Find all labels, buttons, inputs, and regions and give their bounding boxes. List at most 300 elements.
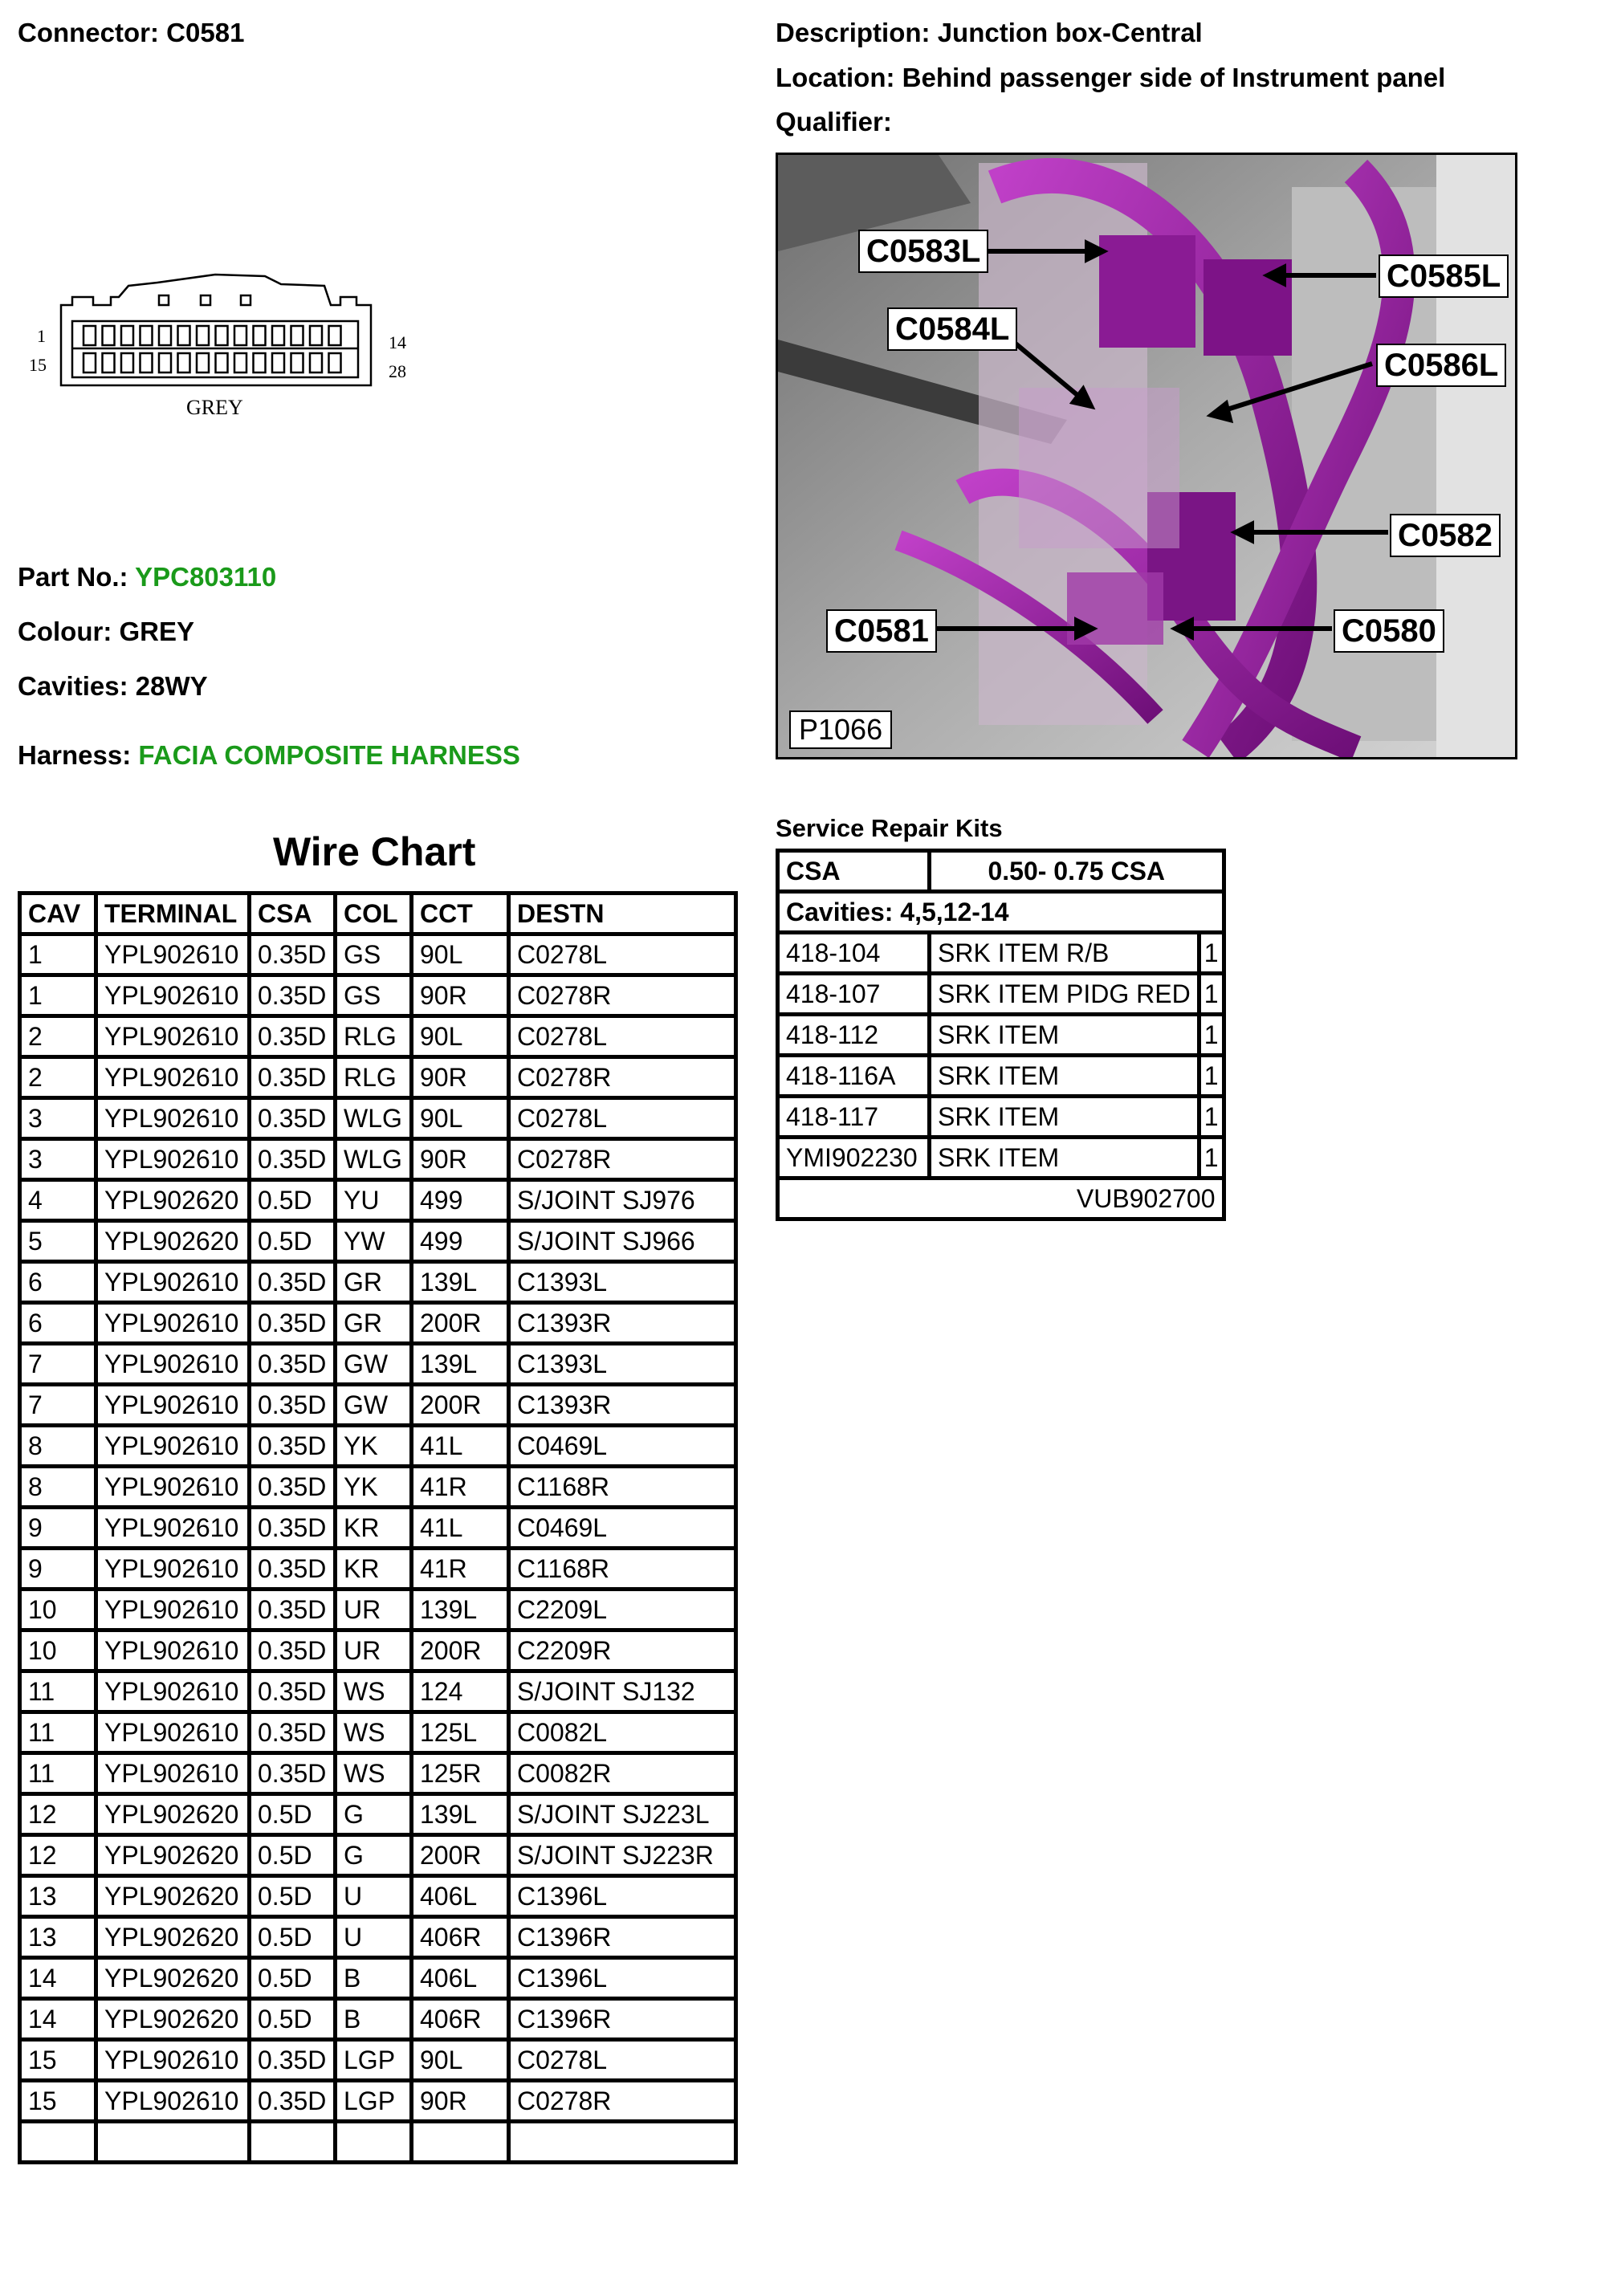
cavities-value: 28WY	[135, 671, 208, 701]
wire-cell-destn: C0278R	[509, 1057, 736, 1098]
kits-number-row	[778, 1179, 1224, 1219]
connector-label: Connector:	[18, 18, 159, 47]
wire-cell-col: WS	[336, 1671, 412, 1712]
service-kits-title: Service Repair Kits	[776, 814, 1003, 842]
wire-cell-cct: 406R	[412, 1917, 509, 1958]
wire-cell-destn: C1396R	[509, 1917, 736, 1958]
wire-cell-col: KR	[336, 1508, 412, 1549]
wire-cell-csa: 0.35D	[250, 1753, 336, 1794]
pin-cavity	[141, 326, 153, 345]
wire-row	[20, 1467, 736, 1508]
wire-cell-cct: 90R	[412, 2081, 509, 2122]
wire-cell-cav: 14	[20, 1999, 96, 2040]
wire-row	[20, 1139, 736, 1180]
wire-row	[20, 1630, 736, 1671]
wire-cell-cav: 15	[20, 2040, 96, 2081]
kit-description: SRK ITEM	[930, 1056, 1199, 1097]
kit-part-no: 418-107	[778, 974, 930, 1015]
qualifier-line	[776, 107, 892, 137]
colour-line	[18, 617, 194, 647]
wire-cell-cav: 3	[20, 1098, 96, 1139]
pin-cavity	[272, 353, 284, 372]
wire-cell-cct: 406L	[412, 1876, 509, 1917]
wire-row	[20, 1262, 736, 1303]
wire-row	[20, 1917, 736, 1958]
wire-cell-terminal: YPL902610	[96, 1016, 250, 1057]
wire-cell-terminal	[96, 2122, 250, 2163]
pin-cavity	[83, 326, 96, 345]
wire-cell-csa: 0.5D	[250, 1835, 336, 1876]
wire-cell-cct: 125L	[412, 1712, 509, 1753]
wire-cell-col: GS	[336, 975, 412, 1016]
col-header-csa: CSA	[250, 894, 336, 934]
wire-cell-destn: C0278R	[509, 1139, 736, 1180]
wire-cell-col: GW	[336, 1344, 412, 1385]
wire-row	[20, 1180, 736, 1221]
wire-cell-cav: 12	[20, 1794, 96, 1835]
wire-cell-cav: 13	[20, 1876, 96, 1917]
wire-cell-cct	[412, 2122, 509, 2163]
wire-cell-terminal: YPL902610	[96, 1712, 250, 1753]
wire-cell-col	[336, 2122, 412, 2163]
wire-cell-csa: 0.35D	[250, 1098, 336, 1139]
wire-row	[20, 1958, 736, 1999]
wire-cell-cct: 90L	[412, 934, 509, 975]
colour-value: GREY	[119, 617, 195, 646]
part-no-line	[18, 562, 276, 592]
connector-value: C0581	[166, 18, 245, 47]
wire-cell-destn: C1393L	[509, 1262, 736, 1303]
wire-cell-cct: 200R	[412, 1630, 509, 1671]
wire-cell-col: LGP	[336, 2081, 412, 2122]
wire-cell-csa: 0.35D	[250, 934, 336, 975]
kit-description: SRK ITEM	[930, 1015, 1199, 1056]
wire-cell-cct: 139L	[412, 1262, 509, 1303]
wire-cell-cav: 12	[20, 1835, 96, 1876]
wire-cell-destn: C1396L	[509, 1958, 736, 1999]
pin-cavity	[254, 353, 266, 372]
wire-row	[20, 934, 736, 975]
wire-row	[20, 1426, 736, 1467]
wire-cell-terminal: YPL902620	[96, 1876, 250, 1917]
wire-cell-terminal: YPL902620	[96, 1999, 250, 2040]
wire-cell-cct: 90L	[412, 2040, 509, 2081]
wire-cell-terminal: YPL902620	[96, 1221, 250, 1262]
connector-colour-caption: GREY	[186, 396, 243, 419]
wire-cell-col: WLG	[336, 1139, 412, 1180]
wire-row	[20, 975, 736, 1016]
wire-cell-csa: 0.5D	[250, 1917, 336, 1958]
wire-cell-col: YW	[336, 1221, 412, 1262]
kit-part-no: 418-116A	[778, 1056, 930, 1097]
kit-qty: 1	[1199, 974, 1224, 1015]
wire-cell-destn: C0469L	[509, 1508, 736, 1549]
kit-description: SRK ITEM PIDG RED	[930, 974, 1199, 1015]
pin-cavity	[103, 353, 115, 372]
wire-cell-col: B	[336, 1999, 412, 2040]
wire-cell-col: G	[336, 1794, 412, 1835]
wire-cell-cct: 41L	[412, 1508, 509, 1549]
wire-cell-cav: 10	[20, 1590, 96, 1630]
pin-cavity	[103, 326, 115, 345]
kit-qty: 1	[1199, 933, 1224, 974]
wire-chart-table	[18, 891, 738, 2164]
wire-cell-cav: 1	[20, 934, 96, 975]
wire-cell-csa: 0.35D	[250, 1508, 336, 1549]
wire-cell-destn: S/JOINT SJ223L	[509, 1794, 736, 1835]
wire-cell-cav: 6	[20, 1262, 96, 1303]
wire-cell-destn: C2209R	[509, 1630, 736, 1671]
part-no-label: Part No.:	[18, 562, 128, 592]
wire-cell-cav: 8	[20, 1426, 96, 1467]
wire-cell-cav: 11	[20, 1671, 96, 1712]
kit-qty: 1	[1199, 1015, 1224, 1056]
pin-1-label: 1	[37, 326, 46, 346]
wire-cell-col: GR	[336, 1303, 412, 1344]
kits-csa-value: 0.50- 0.75 CSA	[930, 851, 1224, 892]
wire-cell-cct: 200R	[412, 1303, 509, 1344]
wire-cell-destn: C0278L	[509, 2040, 736, 2081]
wire-row	[20, 1303, 736, 1344]
kit-description: SRK ITEM	[930, 1138, 1199, 1179]
pin-cavity	[234, 326, 246, 345]
wire-cell-cct: 200R	[412, 1835, 509, 1876]
wire-cell-terminal: YPL902610	[96, 2040, 250, 2081]
wire-cell-cct: 90R	[412, 1139, 509, 1180]
wire-cell-cav: 14	[20, 1958, 96, 1999]
wire-cell-col: LGP	[336, 2040, 412, 2081]
wire-cell-csa: 0.5D	[250, 1180, 336, 1221]
wire-cell-col: GR	[336, 1262, 412, 1303]
pin-cavity	[291, 326, 303, 345]
wire-row	[20, 1549, 736, 1590]
wire-cell-destn: S/JOINT SJ976	[509, 1180, 736, 1221]
kit-part-no: 418-104	[778, 933, 930, 974]
wire-cell-destn: C1393L	[509, 1344, 736, 1385]
wire-cell-csa: 0.5D	[250, 1221, 336, 1262]
qualifier-label: Qualifier:	[776, 107, 892, 136]
wire-cell-terminal: YPL902610	[96, 1753, 250, 1794]
wire-row	[20, 2081, 736, 2122]
wire-row	[20, 1385, 736, 1426]
kit-item-row	[778, 1138, 1224, 1179]
wire-row	[20, 1876, 736, 1917]
wire-cell-destn: C0082L	[509, 1712, 736, 1753]
wire-cell-terminal: YPL902610	[96, 934, 250, 975]
wire-cell-cav: 11	[20, 1712, 96, 1753]
wire-cell-cct: 125R	[412, 1753, 509, 1794]
wire-cell-cct: 41R	[412, 1467, 509, 1508]
wire-cell-csa: 0.35D	[250, 1385, 336, 1426]
wire-row	[20, 1590, 736, 1630]
photo-reference: P1066	[789, 710, 892, 749]
wire-cell-col: UR	[336, 1630, 412, 1671]
wire-cell-destn: S/JOINT SJ132	[509, 1671, 736, 1712]
wire-cell-cct: 499	[412, 1180, 509, 1221]
pin-14-label: 14	[389, 332, 406, 352]
location-photo	[776, 153, 1517, 759]
wire-cell-terminal: YPL902610	[96, 1139, 250, 1180]
wire-cell-cct: 139L	[412, 1344, 509, 1385]
description-line	[776, 18, 1203, 48]
wire-row	[20, 1016, 736, 1057]
wire-cell-destn: C0278L	[509, 1098, 736, 1139]
wire-cell-cav: 9	[20, 1549, 96, 1590]
wire-cell-terminal: YPL902610	[96, 1385, 250, 1426]
pin-cavity	[254, 326, 266, 345]
connector-line	[18, 18, 244, 48]
wire-cell-terminal: YPL902620	[96, 1180, 250, 1221]
wire-cell-terminal: YPL902610	[96, 1262, 250, 1303]
wire-cell-terminal: YPL902620	[96, 1794, 250, 1835]
wire-cell-csa: 0.35D	[250, 1344, 336, 1385]
wire-cell-terminal: YPL902620	[96, 1917, 250, 1958]
wire-cell-terminal: YPL902620	[96, 1958, 250, 1999]
wire-cell-csa: 0.35D	[250, 1630, 336, 1671]
kit-qty: 1	[1199, 1056, 1224, 1097]
wire-row	[20, 2040, 736, 2081]
wire-cell-cav: 5	[20, 1221, 96, 1262]
wire-cell-cav: 8	[20, 1467, 96, 1508]
wire-cell-cav: 7	[20, 1344, 96, 1385]
wire-cell-terminal: YPL902610	[96, 1508, 250, 1549]
wire-cell-col: GS	[336, 934, 412, 975]
kit-item-row	[778, 974, 1224, 1015]
kit-item-row	[778, 1015, 1224, 1056]
wire-cell-terminal: YPL902620	[96, 1835, 250, 1876]
wire-cell-terminal: YPL902610	[96, 1426, 250, 1467]
wire-cell-destn: C0278R	[509, 2081, 736, 2122]
pin-cavity	[310, 353, 322, 372]
wire-cell-terminal: YPL902610	[96, 1344, 250, 1385]
wire-cell-csa: 0.5D	[250, 1958, 336, 1999]
wire-cell-destn: C0469L	[509, 1426, 736, 1467]
wire-cell-csa: 0.35D	[250, 1262, 336, 1303]
location-label: Location:	[776, 63, 895, 92]
wire-cell-cct: 90R	[412, 1057, 509, 1098]
kit-item-row	[778, 933, 1224, 974]
wire-cell-col: U	[336, 1876, 412, 1917]
pin-cavity	[159, 326, 171, 345]
wire-cell-cav: 7	[20, 1385, 96, 1426]
wire-row	[20, 1098, 736, 1139]
wire-cell-col: YK	[336, 1467, 412, 1508]
wire-cell-csa: 0.35D	[250, 1016, 336, 1057]
wire-row	[20, 2122, 736, 2163]
wire-cell-cav: 4	[20, 1180, 96, 1221]
pin-cavity	[216, 326, 228, 345]
col-header-col: COL	[336, 894, 412, 934]
pin-cavity	[141, 353, 153, 372]
callout-c0582: C0582	[1390, 514, 1501, 557]
colour-label: Colour:	[18, 617, 112, 646]
callout-c0584l: C0584L	[887, 307, 1017, 351]
wire-cell-col: WLG	[336, 1098, 412, 1139]
wire-cell-csa: 0.35D	[250, 2081, 336, 2122]
wire-cell-cav: 10	[20, 1630, 96, 1671]
wire-cell-destn: C1168R	[509, 1467, 736, 1508]
wire-row	[20, 1221, 736, 1262]
wire-cell-col: KR	[336, 1549, 412, 1590]
wire-cell-terminal: YPL902610	[96, 975, 250, 1016]
callout-c0585l: C0585L	[1379, 254, 1509, 298]
wire-cell-terminal: YPL902610	[96, 1057, 250, 1098]
pin-cavity	[83, 353, 96, 372]
wire-cell-col: U	[336, 1917, 412, 1958]
wire-cell-csa: 0.5D	[250, 1999, 336, 2040]
kit-number: VUB902700	[778, 1179, 1224, 1219]
col-header-terminal: TERMINAL	[96, 894, 250, 934]
wire-cell-cav	[20, 2122, 96, 2163]
wire-cell-cav: 3	[20, 1139, 96, 1180]
wire-cell-cct: 41R	[412, 1549, 509, 1590]
wire-row	[20, 1712, 736, 1753]
wire-cell-destn	[509, 2122, 736, 2163]
callout-c0581: C0581	[826, 609, 937, 653]
harness-link[interactable]: FACIA COMPOSITE HARNESS	[138, 740, 520, 770]
wire-cell-cav: 2	[20, 1016, 96, 1057]
kit-qty: 1	[1199, 1097, 1224, 1138]
wire-cell-col: YK	[336, 1426, 412, 1467]
wire-cell-terminal: YPL902610	[96, 1303, 250, 1344]
pin-cavity	[121, 353, 133, 372]
wire-cell-destn: C1393R	[509, 1303, 736, 1344]
kit-part-no: YMI902230	[778, 1138, 930, 1179]
wire-cell-cct: 90L	[412, 1016, 509, 1057]
wire-chart-title: Wire Chart	[273, 829, 476, 874]
pin-cavity	[197, 353, 209, 372]
wire-cell-terminal: YPL902610	[96, 1630, 250, 1671]
kit-item-row	[778, 1056, 1224, 1097]
part-no-link[interactable]: YPC803110	[135, 562, 277, 592]
kits-cavities: Cavities: 4,5,12-14	[778, 892, 1224, 933]
wire-row	[20, 1057, 736, 1098]
callout-c0586l: C0586L	[1376, 344, 1506, 387]
cavities-line	[18, 671, 208, 702]
wire-cell-csa: 0.35D	[250, 1467, 336, 1508]
pin-cavity	[159, 353, 171, 372]
wire-cell-terminal: YPL902610	[96, 1590, 250, 1630]
location-value: Behind passenger side of Instrument panel	[902, 63, 1446, 92]
kit-part-no: 418-117	[778, 1097, 930, 1138]
pin-cavity	[310, 326, 322, 345]
wire-cell-csa: 0.35D	[250, 1712, 336, 1753]
kit-part-no: 418-112	[778, 1015, 930, 1056]
wire-row	[20, 1671, 736, 1712]
wire-cell-cct: 124	[412, 1671, 509, 1712]
kit-qty: 1	[1199, 1138, 1224, 1179]
description-value: Junction box-Central	[937, 18, 1203, 47]
pin-cavity	[272, 326, 284, 345]
wire-cell-csa: 0.35D	[250, 2040, 336, 2081]
wire-cell-cct: 90L	[412, 1098, 509, 1139]
wire-cell-csa: 0.5D	[250, 1794, 336, 1835]
wire-cell-destn: C1393R	[509, 1385, 736, 1426]
wire-cell-cct: 139L	[412, 1794, 509, 1835]
wire-cell-csa: 0.35D	[250, 1303, 336, 1344]
pin-28-label: 28	[389, 361, 406, 381]
kits-cavities-row	[778, 892, 1224, 933]
wire-cell-col: WS	[336, 1753, 412, 1794]
wire-cell-destn: C1396R	[509, 1999, 736, 2040]
wire-cell-destn: C0278R	[509, 975, 736, 1016]
wire-cell-csa: 0.35D	[250, 1671, 336, 1712]
wire-cell-cav: 13	[20, 1917, 96, 1958]
pin-cavity	[329, 326, 341, 345]
wire-cell-csa: 0.5D	[250, 1876, 336, 1917]
wire-cell-cct: 406R	[412, 1999, 509, 2040]
wire-row	[20, 1344, 736, 1385]
wire-row	[20, 1999, 736, 2040]
callout-c0583l: C0583L	[858, 230, 988, 273]
wire-cell-destn: S/JOINT SJ966	[509, 1221, 736, 1262]
wire-cell-csa: 0.35D	[250, 1549, 336, 1590]
wire-cell-cav: 9	[20, 1508, 96, 1549]
wire-cell-cct: 139L	[412, 1590, 509, 1630]
wire-cell-col: UR	[336, 1590, 412, 1630]
wire-cell-cct: 200R	[412, 1385, 509, 1426]
wire-cell-csa: 0.35D	[250, 1426, 336, 1467]
wire-cell-destn: C0278L	[509, 1016, 736, 1057]
kits-csa-label: CSA	[778, 851, 930, 892]
harness-line	[18, 740, 520, 771]
wire-row	[20, 1508, 736, 1549]
pin-cavity	[121, 326, 133, 345]
pin-15-label: 15	[29, 355, 47, 375]
wire-cell-col: WS	[336, 1712, 412, 1753]
wire-cell-col: YU	[336, 1180, 412, 1221]
wire-cell-destn: C1396L	[509, 1876, 736, 1917]
wire-cell-cct: 90R	[412, 975, 509, 1016]
pin-cavity	[178, 353, 190, 372]
col-header-cav: CAV	[20, 894, 96, 934]
wire-cell-csa: 0.35D	[250, 1590, 336, 1630]
wire-cell-cav: 1	[20, 975, 96, 1016]
pin-cavity	[291, 353, 303, 372]
wire-cell-csa	[250, 2122, 336, 2163]
wire-cell-terminal: YPL902610	[96, 2081, 250, 2122]
pin-cavity	[178, 326, 190, 345]
wire-cell-destn: C0082R	[509, 1753, 736, 1794]
wire-cell-cav: 2	[20, 1057, 96, 1098]
wire-row	[20, 1794, 736, 1835]
wire-cell-cav: 11	[20, 1753, 96, 1794]
col-header-destn: DESTN	[509, 894, 736, 934]
wire-row	[20, 1835, 736, 1876]
pin-cavity	[216, 353, 228, 372]
wire-cell-cct: 41L	[412, 1426, 509, 1467]
wire-cell-terminal: YPL902610	[96, 1467, 250, 1508]
wire-cell-destn: C2209L	[509, 1590, 736, 1630]
wire-cell-col: G	[336, 1835, 412, 1876]
wire-cell-col: GW	[336, 1385, 412, 1426]
pin-cavity	[329, 353, 341, 372]
wire-chart-header-row	[20, 894, 736, 934]
wire-cell-terminal: YPL902610	[96, 1671, 250, 1712]
col-header-cct: CCT	[412, 894, 509, 934]
wire-cell-destn: S/JOINT SJ223R	[509, 1835, 736, 1876]
kit-description: SRK ITEM R/B	[930, 933, 1199, 974]
wire-cell-cav: 6	[20, 1303, 96, 1344]
wire-cell-csa: 0.35D	[250, 975, 336, 1016]
wire-cell-col: RLG	[336, 1057, 412, 1098]
harness-label: Harness:	[18, 740, 132, 770]
wire-cell-col: RLG	[336, 1016, 412, 1057]
callout-c0580: C0580	[1334, 609, 1444, 653]
wire-cell-cct: 499	[412, 1221, 509, 1262]
wire-cell-csa: 0.35D	[250, 1057, 336, 1098]
wire-cell-terminal: YPL902610	[96, 1549, 250, 1590]
